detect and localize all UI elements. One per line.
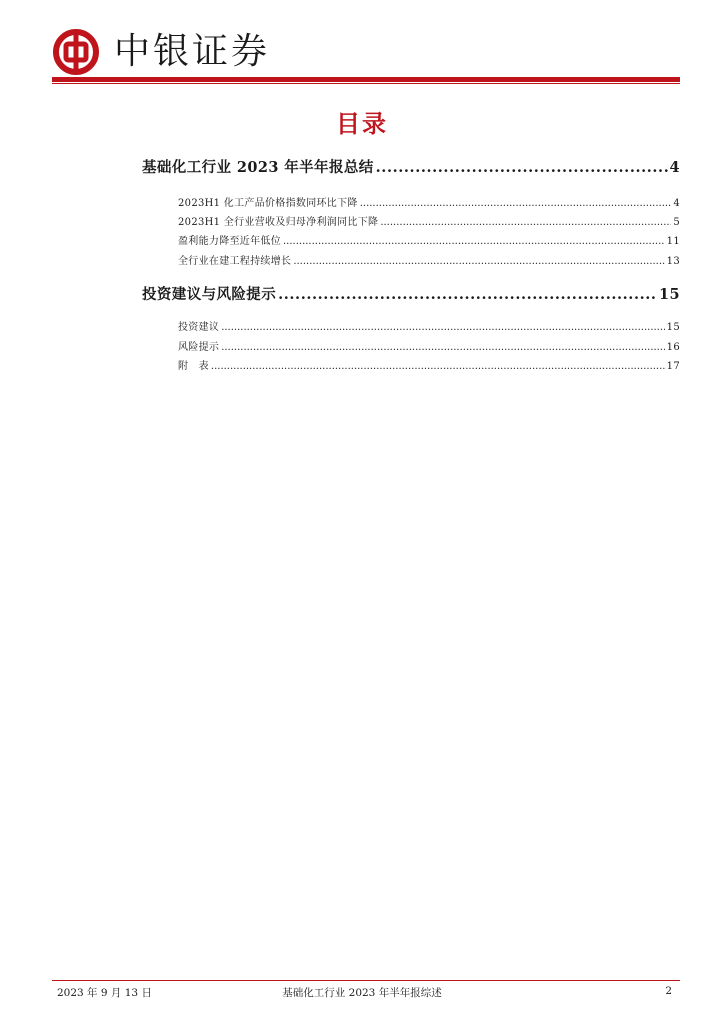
footer-report-title: 基础化工行业 2023 年半年报综述 bbox=[282, 987, 442, 999]
page-header bbox=[52, 28, 680, 84]
toc-item-title: 2023H1 化工产品价格指数同环比下降 bbox=[178, 198, 358, 209]
toc-leader-dots bbox=[211, 361, 665, 372]
toc-page-number: 11 bbox=[666, 236, 680, 247]
toc-item-title: 全行业在建工程持续增长 bbox=[178, 256, 292, 267]
brand-name: 中银证券 bbox=[114, 31, 271, 72]
header-divider bbox=[52, 77, 680, 82]
bank-of-china-logo-icon bbox=[52, 28, 100, 76]
toc-leader-dots bbox=[221, 322, 664, 333]
footer-date: 2023 年 9 月 13 日 bbox=[57, 987, 152, 999]
toc-title: 目录 bbox=[336, 109, 388, 138]
toc-leader-dots bbox=[380, 217, 671, 228]
toc-page-number: 17 bbox=[666, 361, 680, 372]
toc-section[interactable] bbox=[142, 156, 680, 177]
toc-page-number: 16 bbox=[666, 342, 680, 353]
toc-leader-dots bbox=[283, 236, 665, 247]
toc-section-title: 投资建议与风险提示 bbox=[142, 286, 277, 303]
toc-section-title: 基础化工行业 2023 年半年报总结 bbox=[142, 159, 374, 176]
toc-page-number: 4 bbox=[673, 198, 680, 209]
toc-page-number: 5 bbox=[673, 217, 680, 228]
footer-divider bbox=[52, 980, 680, 981]
toc-item[interactable] bbox=[178, 252, 680, 267]
toc-page-number: 15 bbox=[659, 286, 680, 303]
toc-item[interactable] bbox=[178, 318, 680, 333]
toc-item-title: 投资建议 bbox=[178, 322, 220, 333]
toc-item[interactable] bbox=[178, 338, 680, 353]
toc-page-number: 15 bbox=[666, 322, 680, 333]
header-divider-thin bbox=[52, 83, 680, 84]
toc-item[interactable] bbox=[178, 213, 680, 228]
toc-page-number: 4 bbox=[669, 159, 680, 176]
toc-item-title: 2023H1 全行业营收及归母净利润同比下降 bbox=[178, 217, 379, 228]
toc-item-title: 盈利能力降至近年低位 bbox=[178, 236, 281, 247]
toc-leader-dots bbox=[376, 159, 668, 176]
toc-leader-dots bbox=[221, 342, 664, 353]
toc-section[interactable] bbox=[142, 283, 680, 304]
toc-leader-dots bbox=[278, 286, 657, 303]
toc-page-number: 13 bbox=[666, 256, 680, 267]
footer-page-number: 2 bbox=[665, 985, 672, 997]
toc-leader-dots bbox=[360, 198, 672, 209]
toc-item[interactable] bbox=[178, 232, 680, 247]
toc-item-title: 风险提示 bbox=[178, 342, 220, 353]
toc-item[interactable] bbox=[178, 194, 680, 209]
toc-leader-dots bbox=[293, 256, 664, 267]
toc-item-title: 附 表 bbox=[178, 361, 209, 372]
toc-item[interactable] bbox=[178, 357, 680, 372]
